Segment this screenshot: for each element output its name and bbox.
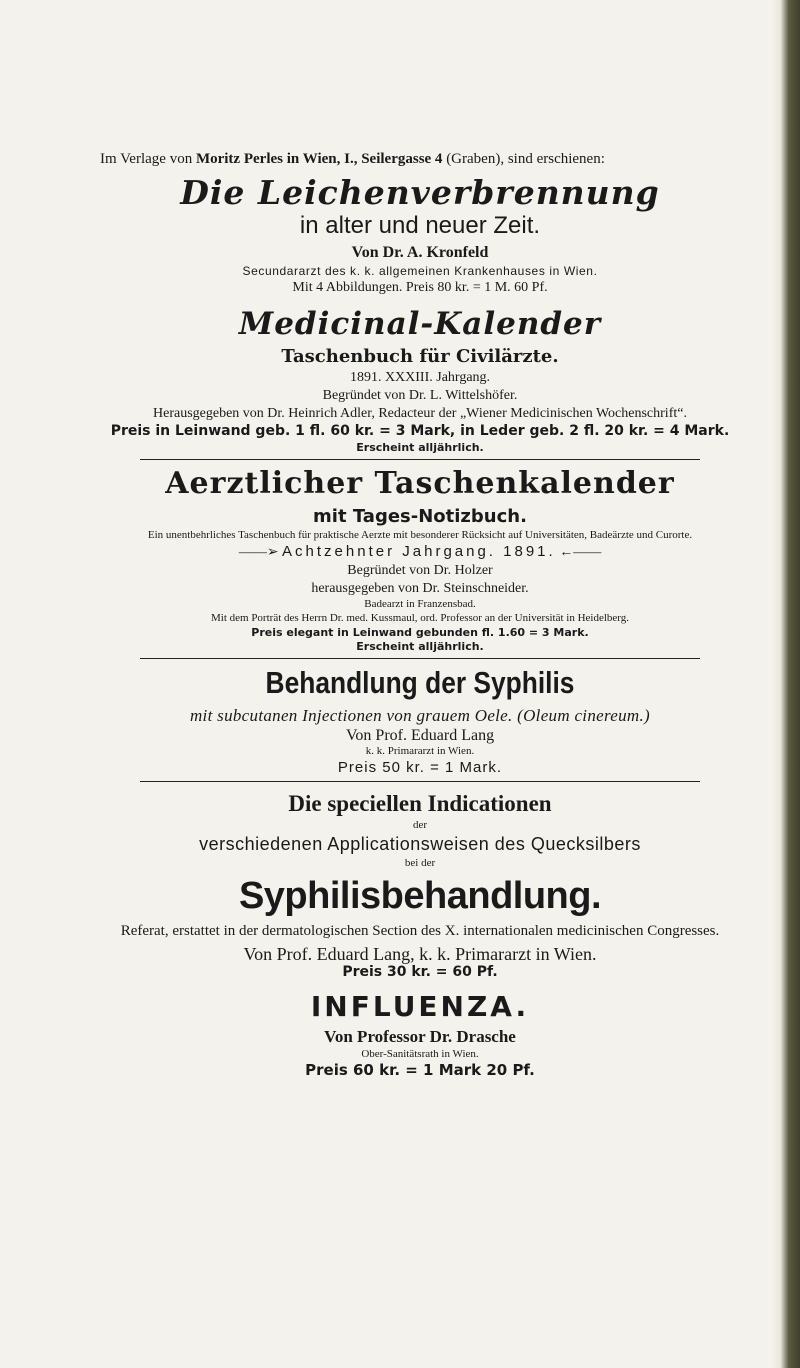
book2-price: Preis in Leinwand geb. 1 fl. 60 kr. = 3 Mark, in Leder geb. 2 fl. 20 kr. = 4 Mark. [110, 423, 730, 439]
book3-portrait-note: Mit dem Porträt des Herrn Dr. med. Kussmaul, ord. Professor an der Universität in Heidelberg. [210, 612, 630, 624]
book6-title: INFLUENZA. [310, 990, 530, 1023]
book6-position: Ober-Sanitätsrath in Wien. [361, 1048, 479, 1060]
book3-edition: Achtzehnter Jahrgang. 1891. [282, 543, 556, 560]
book4-position: k. k. Primararzt in Wien. [365, 745, 475, 757]
book4-price: Preis 50 kr. = 1 Mark. [337, 759, 503, 776]
book6-author: Von Professor Dr. Drasche [324, 1027, 516, 1046]
book3-editor-position: Badearzt in Franzensbad. [364, 598, 476, 610]
book-aerztlicher-taschenkalender [100, 466, 740, 653]
book-medicinal-kalender [100, 306, 740, 454]
book5-title: Die speciellen Indicationen [288, 791, 552, 816]
book1-position: Secundararzt des k. k. allgemeinen Krankenhauses in Wien. [242, 264, 598, 278]
divider [140, 658, 700, 659]
book-speciellen-indicationen [100, 790, 740, 981]
right-ornament-icon: ←—— [559, 545, 602, 560]
book5-description: Referat, erstattet in der dermatologischen Section des X. internationalen medicinischen Congresses. [120, 923, 720, 939]
book1-price: Mit 4 Abbildungen. Preis 80 kr. = 1 M. 60 Pf. [292, 280, 548, 295]
book3-title: Aerztlicher Taschenkalender [165, 466, 675, 501]
book-influenza [100, 991, 740, 1079]
book5-line2: verschiedenen Applicationsweisen des Quecksilbers [199, 834, 641, 854]
book4-author: Von Prof. Eduard Lang [345, 727, 495, 744]
book2-year: 1891. XXXIII. Jahrgang. [349, 370, 491, 385]
divider [140, 459, 700, 460]
book3-subtitle: mit Tages-Notizbuch. [313, 506, 527, 527]
book2-subtitle: Taschenbuch für Civilärzte. [281, 346, 559, 367]
book-behandlung-syphilis [100, 664, 740, 776]
book3-description: Ein unentbehrliches Taschenbuch für praktische Aerzte mit besonderer Rücksicht auf Universitäten, Badeärzte und Curorte. [147, 529, 693, 541]
book5-author: Von Prof. Eduard Lang, k. k. Primararzt in Wien. [243, 944, 597, 964]
book5-title2: Syphilisbehandlung. [238, 875, 602, 917]
book3-price: Preis elegant in Leinwand gebunden fl. 1.60 = 3 Mark. [251, 626, 589, 639]
divider [140, 781, 700, 782]
publisher-intro [100, 150, 740, 168]
advertisement-page [100, 150, 740, 1080]
book4-title: Behandlung der Syphilis [265, 665, 575, 700]
book6-price: Preis 60 kr. = 1 Mark 20 Pf. [305, 1061, 535, 1079]
book3-editor: herausgegeben von Dr. Steinschneider. [311, 581, 529, 596]
left-ornament-icon: ——➢ [238, 545, 279, 560]
book5-price: Preis 30 kr. = 60 Pf. [342, 964, 498, 980]
book2-frequency: Erscheint alljährlich. [356, 441, 484, 454]
book1-title: Die Leichenverbrennung [180, 173, 660, 212]
book3-frequency: Erscheint alljährlich. [356, 640, 484, 653]
book2-editor: Herausgegeben von Dr. Heinrich Adler, Redacteur der „Wiener Medicinischen Wochenschrift“. [153, 406, 687, 421]
book1-subtitle: in alter und neuer Zeit. [299, 212, 541, 239]
book3-edition-line [100, 543, 740, 561]
book4-subtitle: mit subcutanen Injectionen von grauem Oele. (Oleum cinereum.) [189, 706, 650, 725]
intro-suffix: (Graben), sind erschienen: [446, 151, 605, 167]
page-edge-shadow [772, 0, 800, 1368]
book2-founded: Begründet von Dr. L. Wittelshöfer. [322, 388, 518, 403]
book3-founded: Begründet von Dr. Holzer [347, 563, 493, 578]
book-leichenverbrennung [100, 174, 740, 296]
book5-bei-der: bei der [404, 857, 436, 869]
publisher-name: Moritz Perles in Wien, I., Seilergasse 4 [195, 151, 443, 167]
book1-author: Von Dr. A. Kronfeld [351, 244, 489, 261]
book2-title: Medicinal-Kalender [238, 306, 602, 342]
intro-prefix: Im Verlage von [100, 151, 193, 167]
book5-der: der [412, 819, 428, 831]
